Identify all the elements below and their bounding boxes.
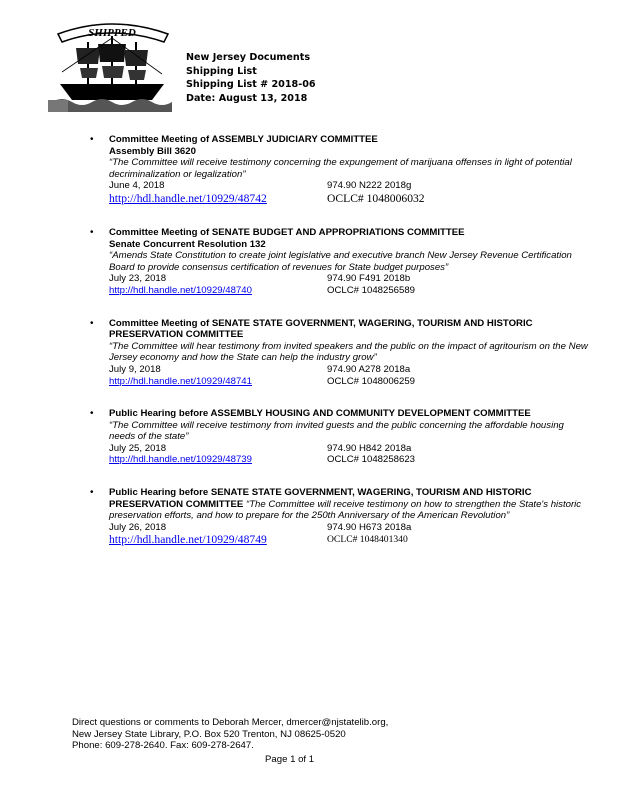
entry-oclc: OCLC# 1048256589 (327, 284, 416, 296)
entry-description: “The Committee will hear testimony from invited speakers and the public on the impact of agritourism on the New Jersey economy and how the State can help the industry grow” (109, 340, 588, 364)
entry-handle-link[interactable]: http://hdl.handle.net/10929/48740 (109, 284, 252, 296)
list-item (90, 487, 590, 547)
entry-date: July 23, 2018 (109, 273, 167, 285)
bullet: • (90, 487, 94, 499)
bullet: • (90, 408, 94, 420)
entry-call-number: 974.90 A278 2018a (327, 363, 411, 375)
entry-meta-row (109, 180, 590, 192)
entry-title: Committee Meeting of SENATE BUDGET AND APPROPRIATIONS COMMITTEE (109, 226, 465, 238)
entry-date: July 9, 2018 (109, 363, 161, 375)
entry-call-number: 974.90 N222 2018g (327, 180, 412, 192)
entry-handle-link[interactable]: http://hdl.handle.net/10929/48742 (109, 191, 267, 205)
header-line-1: New Jersey Documents (186, 52, 311, 63)
entry-handle-link[interactable]: http://hdl.handle.net/10929/48749 (109, 533, 267, 547)
footer-line-3: Phone: 609-278-2640. Fax: 609-278-2647. (72, 740, 254, 752)
list-item (90, 227, 590, 297)
footer-line-2: New Jersey State Library, P.O. Box 520 Trenton, NJ 08625-0520 (72, 728, 346, 740)
footer-line-1: Direct questions or comments to Deborah Mercer, dmercer@njstatelib.org, (72, 717, 389, 728)
list-item (90, 134, 590, 206)
logo-banner-text: SHIPPED (88, 27, 136, 39)
bullet: • (90, 317, 94, 329)
entry-oclc: OCLC# 1048258623 (327, 454, 416, 466)
entry-meta-row (109, 273, 590, 285)
entry-meta-row (109, 364, 590, 376)
bullet: • (90, 226, 94, 238)
entry-date: June 4, 2018 (109, 180, 165, 192)
entry-meta-row (109, 443, 590, 455)
header-line-3: Shipping List # 2018-06 (186, 79, 316, 91)
entry-call-number: 974.90 H673 2018a (327, 521, 412, 533)
entry-date: July 26, 2018 (109, 521, 167, 533)
entry-description: “The Committee will receive testimony from invited guests and the public concerning the affordable housing needs of the state” (109, 419, 564, 443)
entry-link-row (109, 454, 590, 466)
bullet: • (90, 134, 94, 145)
entry-description: “Amends State Constitution to create joint legislative and executive branch New Jersey Revenue Certification Board to provide consensus certification of revenues for State budget purposes” (109, 250, 572, 273)
list-item (90, 318, 590, 388)
entry-description: “The Committee will receive testimony concerning the expungement of marijuana offenses in light of potential decriminalization or legalization” (109, 157, 572, 180)
entry-handle-link[interactable]: http://hdl.handle.net/10929/48739 (109, 454, 252, 466)
entry-subtitle: Assembly Bill 3620 (109, 145, 196, 157)
entry-title: Committee Meeting of ASSEMBLY JUDICIARY COMMITTEE (109, 134, 378, 145)
entry-call-number: 974.90 H842 2018a (327, 442, 412, 454)
contact-footer (72, 717, 388, 752)
page-number: Page 1 of 1 (265, 754, 315, 765)
entry-title: Public Hearing before SENATE STATE GOVERNMENT, WAGERING, TOURISM AND HISTORIC PRESERVATION COMMITTEE “The Committee will receive testimony on how to strengthen the State's historic preservation efforts, and how to prepare for the 250th Anniversary of the American Revolution” (109, 487, 582, 522)
header-line-4: Date: August 13, 2018 (186, 92, 308, 104)
entry-oclc: OCLC# 1048006032 (327, 191, 425, 205)
entry-handle-link[interactable]: http://hdl.handle.net/10929/48741 (109, 375, 252, 387)
entry-link-row (109, 533, 590, 547)
entry-date: July 25, 2018 (109, 442, 167, 454)
entry-meta-row (109, 522, 590, 534)
list-item (90, 408, 590, 466)
entry-link-row (109, 376, 590, 388)
ship-icon (48, 12, 176, 112)
document-header (186, 51, 316, 105)
entry-oclc: OCLC# 1048401340 (327, 534, 408, 546)
entry-description: “The Committee will receive testimony on how to strengthen the State's historic preservation efforts, and how to prepare for the 250th Anniversary of the American Revolution” (109, 498, 582, 522)
header-line-2: Shipping List (186, 65, 257, 77)
entry-link-row (109, 285, 590, 297)
entry-subtitle: Senate Concurrent Resolution 132 (109, 238, 266, 250)
entry-link-row (109, 192, 590, 206)
entry-title: Committee Meeting of SENATE STATE GOVERNMENT, WAGERING, TOURISM AND HISTORIC PRESERVATION COMMITTEE (109, 317, 533, 341)
shipping-list (90, 134, 590, 568)
entry-call-number: 974.90 F491 2018b (327, 273, 411, 285)
entry-title: Public Hearing before ASSEMBLY HOUSING AND COMMUNITY DEVELOPMENT COMMITTEE (109, 408, 531, 420)
entry-oclc: OCLC# 1048006259 (327, 375, 416, 387)
shipped-logo (48, 12, 176, 112)
